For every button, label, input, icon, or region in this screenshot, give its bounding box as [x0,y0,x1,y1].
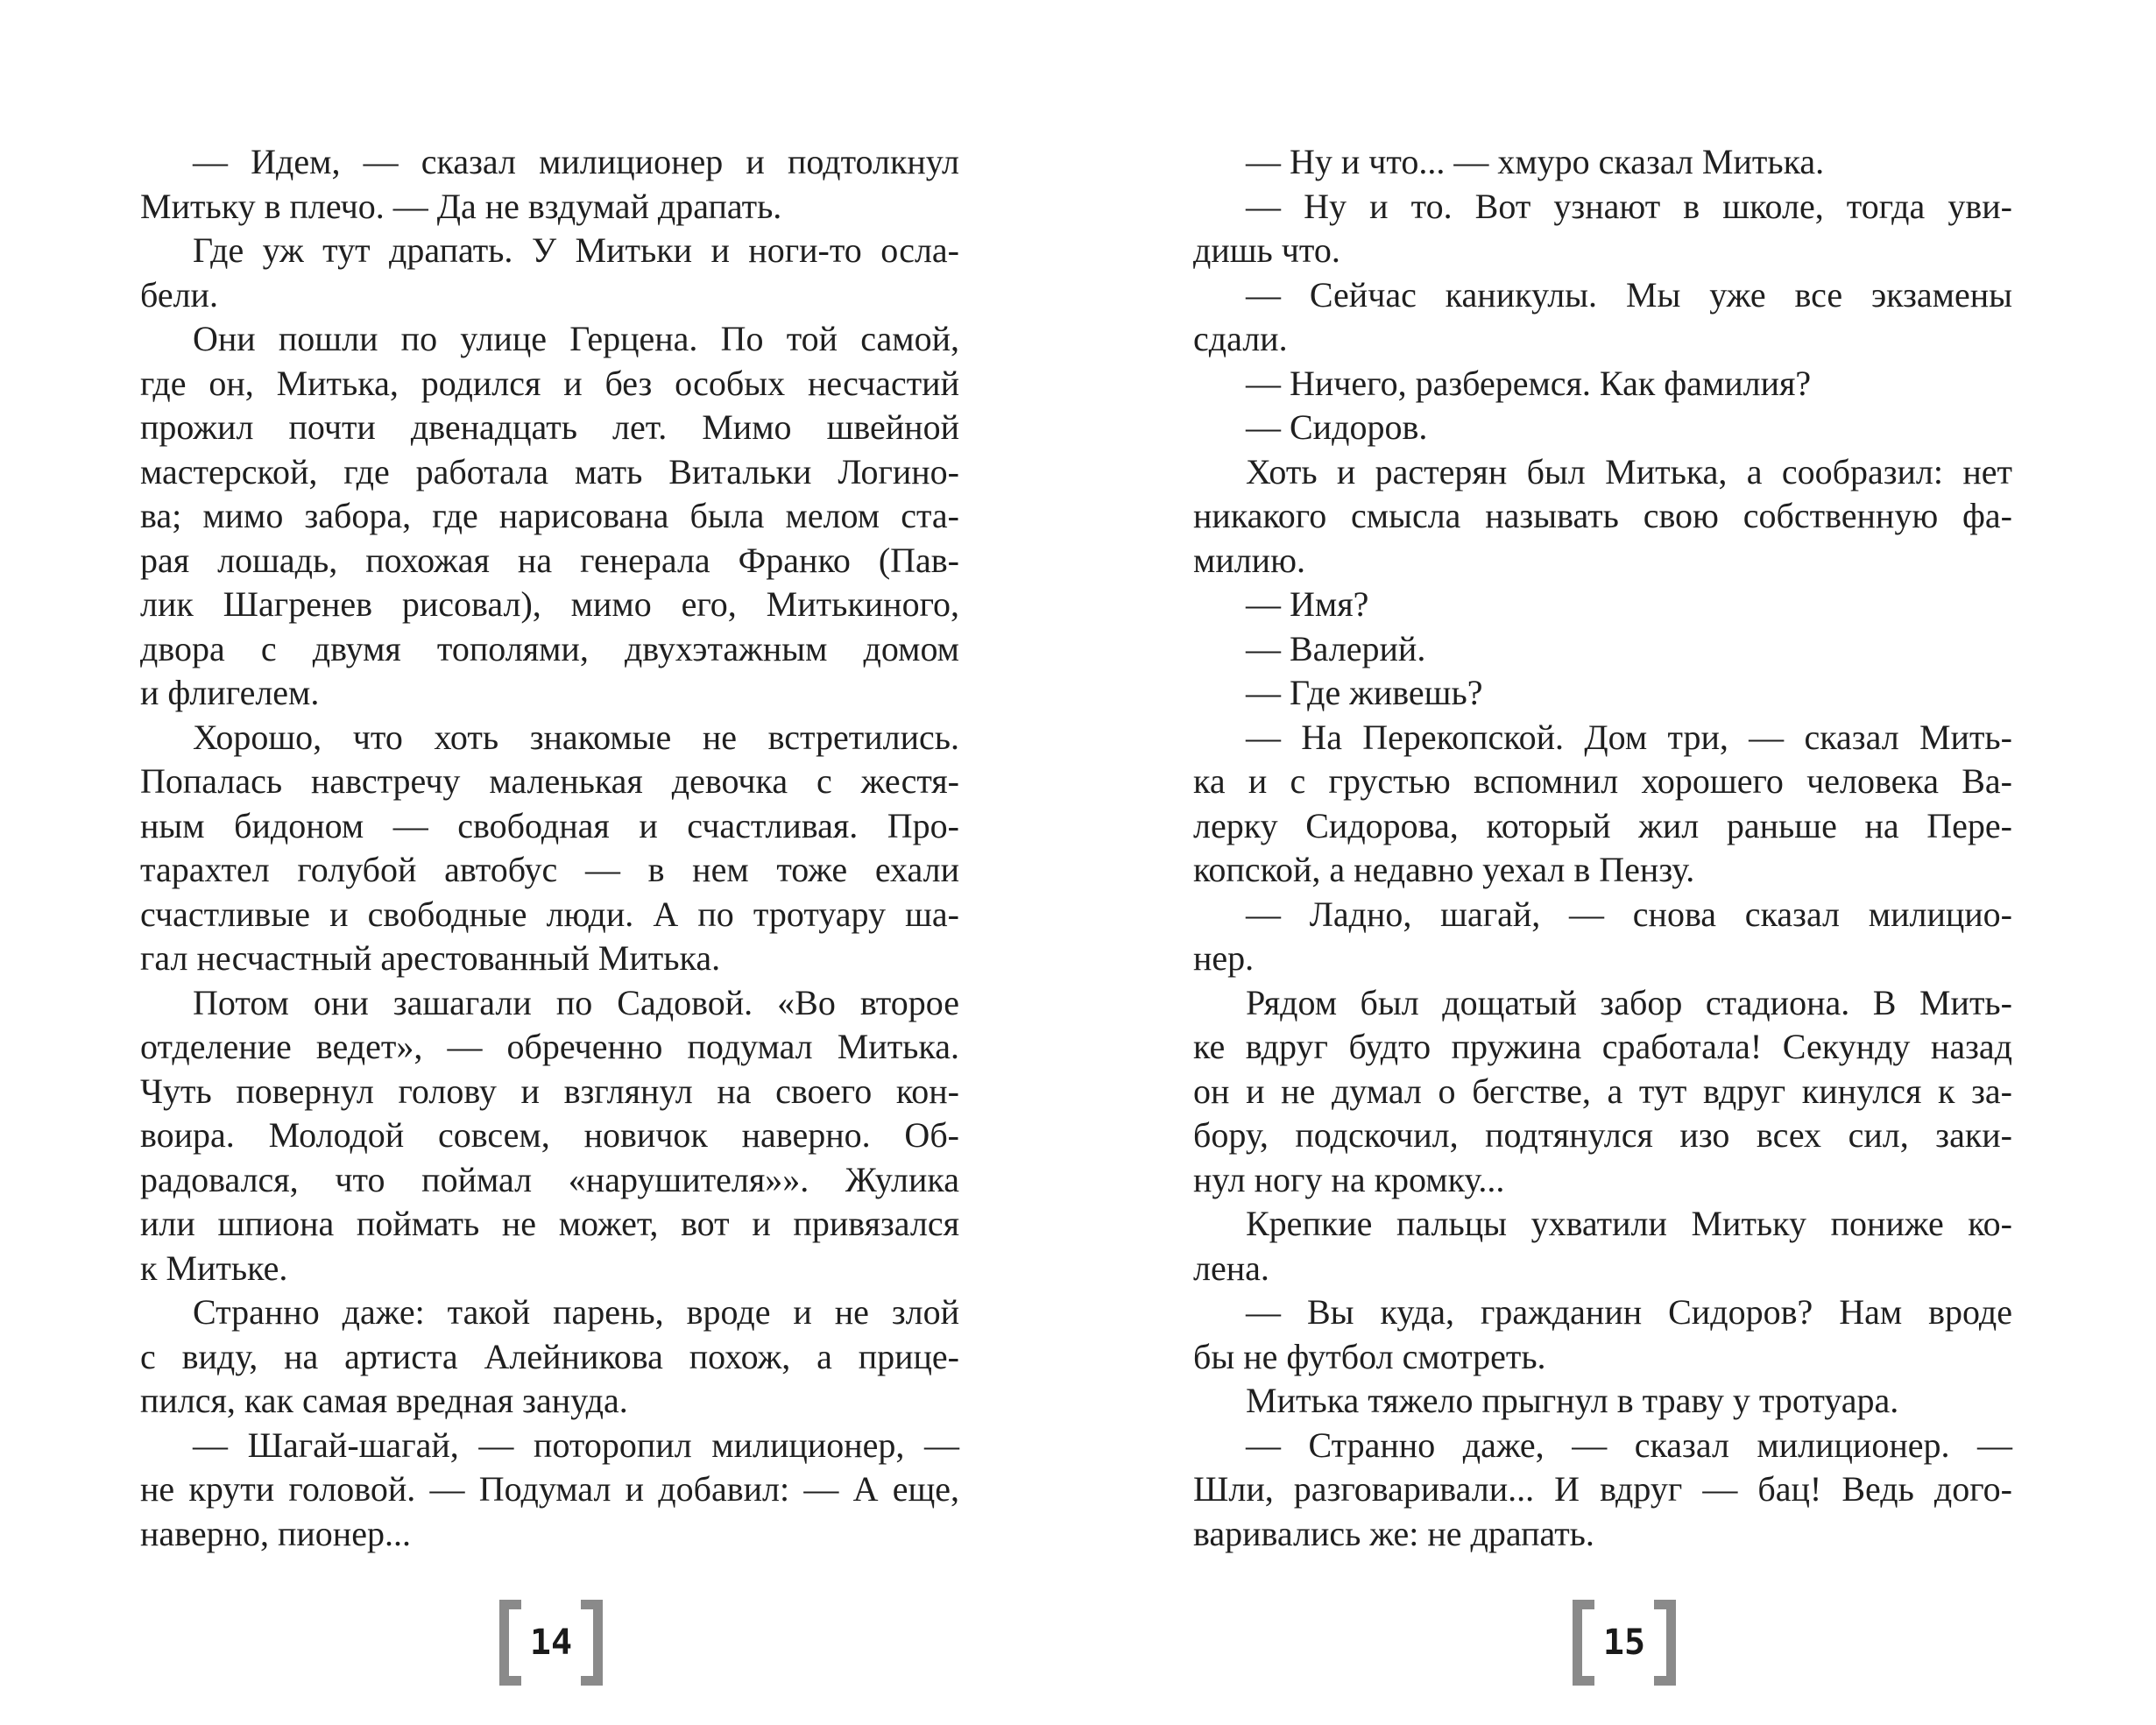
text-line: и флигелем. [140,673,320,712]
text-line: воира. Молодой совсем, новичок наверно. Об- [140,1115,959,1155]
text-line: рая лошадь, похожая на генерала Франко (Пав- [140,540,959,580]
text-line: нер. [1193,938,1255,978]
text-line: Митьку в плечо. — Да не вздумай драпать. [140,186,782,226]
right-page [1078,0,2156,1725]
text-line: с виду, на артиста Алейникова похож, а прице- [140,1336,959,1376]
text-line: дишь что. [1193,230,1340,270]
left-page-text [140,140,959,1556]
text-line: Митька тяжело прыгнул в траву у тротуара. [1246,1381,1899,1420]
text-line: Хорошо, что хоть знакомые не встретились. [193,717,959,757]
text-line: он и не думал о бегстве, а тут вдруг кинулся к за- [1193,1071,2012,1111]
text-line: Крепкие пальцы ухватили Митьку пониже ко- [1246,1204,2012,1243]
left-page-folio [499,1600,603,1677]
text-line: — Где живешь? [1246,673,1483,712]
text-line: тарахтел голубой автобус — в нем тоже ехали [140,850,959,889]
text-line: мастерской, где работала мать Витальки Логино- [140,451,959,491]
text-line: наверно, пионер... [140,1513,411,1553]
text-line: ным бидоном — свободная и счастливая. Про- [140,805,959,845]
text-line: гал несчастный арестованный Митька. [140,938,721,978]
text-line: лерку Сидорова, который жил раньше на Пере- [1193,805,2012,845]
text-line: — На Перекопской. Дом три, — сказал Мить- [1246,717,2012,757]
text-line: — Шагай-шагай, — поторопил милиционер, — [193,1425,959,1465]
text-line: или шпиона поймать не может, вот и привязался [140,1204,959,1243]
text-line: Рядом был дощатый забор стадиона. В Мить- [1246,982,2012,1022]
text-line: Потом они зашагали по Садовой. «Во второе [193,982,959,1022]
text-line: Хоть и растерян был Митька, а сообразил: нет [1246,451,2012,491]
text-line: радовался, что поймал «нарушителя»». Жулика [140,1159,959,1199]
text-line: Чуть повернул голову и взглянул на своего кон- [140,1071,959,1111]
folio-right-bracket [1654,1600,1676,1686]
text-line: лик Шагренев рисовал), мимо его, Митькиного, [140,584,959,624]
text-line: сдали. [1193,319,1288,358]
text-line: где он, Митька, родился и без особых несчастий [140,363,959,403]
text-line: — Валерий. [1246,628,1426,668]
text-line: лена. [1193,1248,1269,1288]
page-number: 14 [529,1622,573,1663]
text-line: милию. [1193,540,1305,580]
text-line: ка и с грустью вспомнил хорошего человека Ва- [1193,761,2012,801]
text-line: — Ничего, разберемся. Как фамилия? [1246,363,1812,403]
text-line: бели. [140,274,218,315]
text-line: бы не футбол смотреть. [1193,1336,1546,1376]
right-page-text [1193,140,2012,1556]
text-line: варивались же: не драпать. [1193,1513,1594,1553]
text-line: — Сидоров. [1246,407,1428,447]
folio-right-bracket [581,1600,603,1686]
text-line: ке вдруг будто пружина сработала! Секунду назад [1193,1027,2012,1066]
text-line: Они пошли по улице Герцена. По той самой, [193,319,959,358]
page-number: 15 [1602,1622,1646,1663]
text-line: бору, подскочил, подтянулся изо всех сил, заки- [1193,1115,2012,1155]
text-line: никакого смысла называть свою собственную фа- [1193,496,2012,535]
text-line: отделение ведет», — обреченно подумал Митька. [140,1027,959,1066]
text-line: ва; мимо забора, где нарисована была мелом ста- [140,496,959,535]
text-line: Где уж тут драпать. У Митьки и ноги-то осла- [193,230,959,270]
text-line: — Вы куда, гражданин Сидоров? Нам вроде [1246,1292,2012,1332]
text-line: Шли, разговаривали... И вдруг — бац! Ведь дого- [1193,1469,2012,1509]
text-line: — Ну и что... — хмуро сказал Митька. [1246,142,1825,181]
text-line: — Имя? [1246,584,1369,624]
text-line: Странно даже: такой парень, вроде и не злой [193,1292,959,1332]
right-page-folio [1573,1600,1676,1677]
text-line: — Сейчас каникулы. Мы уже все экзамены [1246,274,2012,315]
text-line: к Митьке. [140,1248,288,1288]
text-line: пился, как самая вредная зануда. [140,1381,628,1420]
text-line: — Странно даже, — сказал милиционер. — [1246,1425,2012,1465]
text-line: — Ладно, шагай, — снова сказал милицио- [1246,894,2012,934]
text-line: копской, а недавно уехал в Пензу. [1193,850,1695,889]
text-line: счастливые и свободные люди. А по тротуару ша- [140,894,959,934]
text-line: Попалась навстречу маленькая девочка с жестя- [140,761,959,801]
text-line: нул ногу на кромку... [1193,1159,1505,1199]
text-line: двора с двумя тополями, двухэтажным домом [140,628,959,668]
text-line: не крути головой. — Подумал и добавил: — А еще, [140,1469,959,1509]
text-line: — Ну и то. Вот узнают в школе, тогда уви- [1246,186,2012,226]
text-line: — Идем, — сказал милиционер и подтолкнул [193,142,959,181]
text-line: прожил почти двенадцать лет. Мимо швейной [140,407,959,447]
